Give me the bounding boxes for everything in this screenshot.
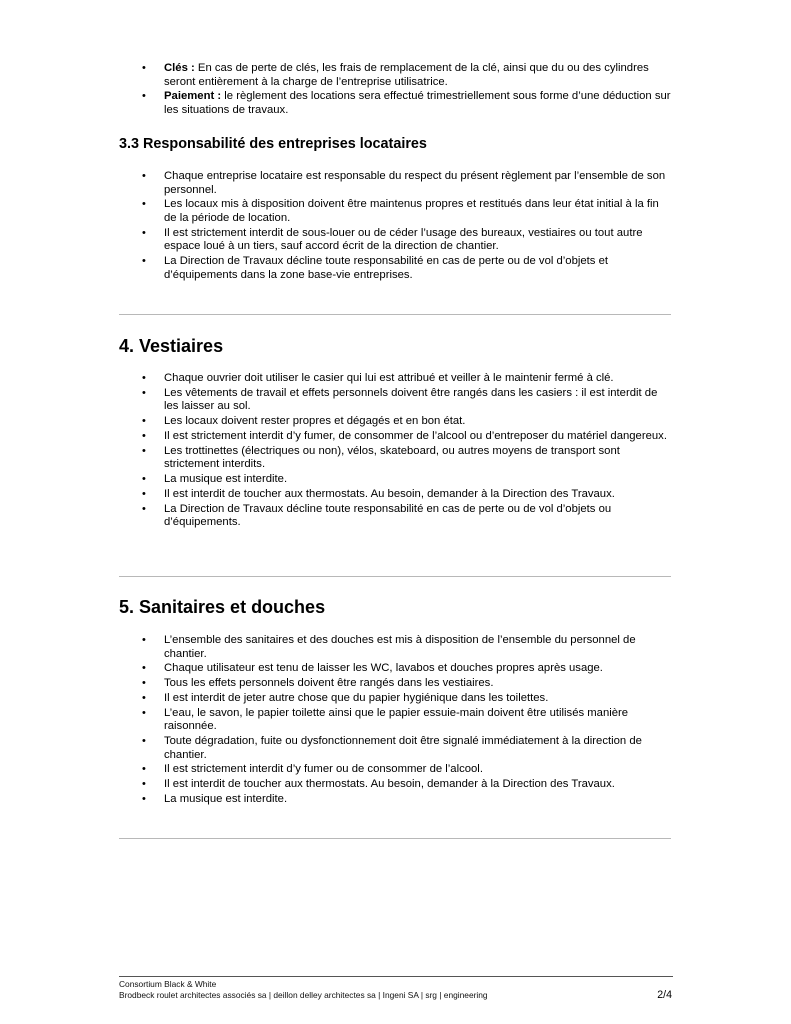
list-item: • Tous les effets personnels doivent être rangés dans les vestiaires. bbox=[164, 677, 672, 691]
list-item: • Il est interdit de jeter autre chose que du papier hygiénique dans les toilettes. bbox=[164, 692, 672, 706]
list-item: • Il est strictement interdit d’y fumer, de consommer de l’alcool ou d’entreposer du matériel dangereux. bbox=[164, 430, 672, 444]
list-item bbox=[164, 90, 672, 117]
footer-rule bbox=[119, 976, 673, 977]
footer-partners: Brodbeck roulet architectes associés sa | deillon delley architectes sa | Ingeni SA | srg | engineering bbox=[119, 990, 488, 1000]
section-3-3-list bbox=[164, 170, 672, 284]
footer-consortium: Consortium Black & White bbox=[119, 979, 217, 989]
list-item: • La musique est interdite. bbox=[164, 793, 672, 807]
list-item: • Il est interdit de toucher aux thermostats. Au besoin, demander à la Direction des Travaux. bbox=[164, 488, 672, 502]
section-divider bbox=[119, 838, 671, 839]
list-item: • La Direction de Travaux décline toute responsabilité en cas de perte ou de vol d’objets et d’équipements dans la zone base-vie entreprises. bbox=[164, 255, 672, 282]
list-item: • Les vêtements de travail et effets personnels doivent être rangés dans les casiers : il est interdit de les laisser au sol. bbox=[164, 387, 672, 414]
page-number: 2/4 bbox=[657, 989, 672, 1001]
list-item: • La musique est interdite. bbox=[164, 473, 672, 487]
list-item: • Les locaux mis à disposition doivent être maintenus propres et restitués dans leur état initial à la fin de la période de location. bbox=[164, 198, 672, 225]
list-item: • L’ensemble des sanitaires et des douches est mis à disposition de l’ensemble du personnel de chantier. bbox=[164, 634, 672, 661]
item-text: En cas de perte de clés, les frais de remplacement de la clé, ainsi que du ou des cylindres seront entièrement à la charge de l’entreprise utilisatrice. bbox=[164, 62, 649, 88]
list-item bbox=[164, 62, 672, 89]
list-item: • Les trottinettes (électriques ou non), vélos, skateboard, ou autres moyens de transport sont strictement interdits. bbox=[164, 445, 672, 472]
section-4-title: 4. Vestiaires bbox=[119, 336, 224, 356]
intro-list bbox=[164, 62, 672, 119]
list-item: • Il est interdit de toucher aux thermostats. Au besoin, demander à la Direction des Travaux. bbox=[164, 778, 672, 792]
list-item: • Chaque ouvrier doit utiliser le casier qui lui est attribué et veiller à le maintenir fermé à clé. bbox=[164, 372, 672, 386]
item-label: Paiement : bbox=[164, 90, 222, 103]
list-item: • Il est strictement interdit d’y fumer ou de consommer de l’alcool. bbox=[164, 763, 672, 777]
list-item: • Les locaux doivent rester propres et dégagés et en bon état. bbox=[164, 415, 672, 429]
list-item: • Il est strictement interdit de sous-louer ou de céder l’usage des bureaux, vestiaires ou tout autre espace loué à un tiers, sauf accord écrit de la direction de chantier. bbox=[164, 227, 672, 254]
item-text: le règlement des locations sera effectué trimestriellement sous forme d’une déduction sur les situations de travaux. bbox=[164, 90, 671, 116]
list-item: • La Direction de Travaux décline toute responsabilité en cas de perte ou de vol d’objets ou d’équipements. bbox=[164, 503, 672, 530]
section-5-list bbox=[164, 634, 672, 808]
section-divider bbox=[119, 314, 671, 315]
section-5-title: 5. Sanitaires et douches bbox=[119, 597, 326, 617]
item-label: Clés : bbox=[164, 62, 195, 74]
list-item: • Toute dégradation, fuite ou dysfonctionnement doit être signalé immédiatement à la direction de chantier. bbox=[164, 735, 672, 762]
section-divider bbox=[119, 576, 671, 577]
list-item: • L’eau, le savon, le papier toilette ainsi que le papier essuie-main doivent être utilisés manière raisonnée. bbox=[164, 707, 672, 734]
list-item: • Chaque utilisateur est tenu de laisser les WC, lavabos et douches propres après usage. bbox=[164, 662, 672, 676]
section-3-3-title: 3.3 Responsabilité des entreprises locataires bbox=[119, 136, 427, 152]
list-item: • Chaque entreprise locataire est responsable du respect du présent règlement par l’ensemble de son personnel. bbox=[164, 170, 672, 197]
section-4-list bbox=[164, 372, 672, 531]
